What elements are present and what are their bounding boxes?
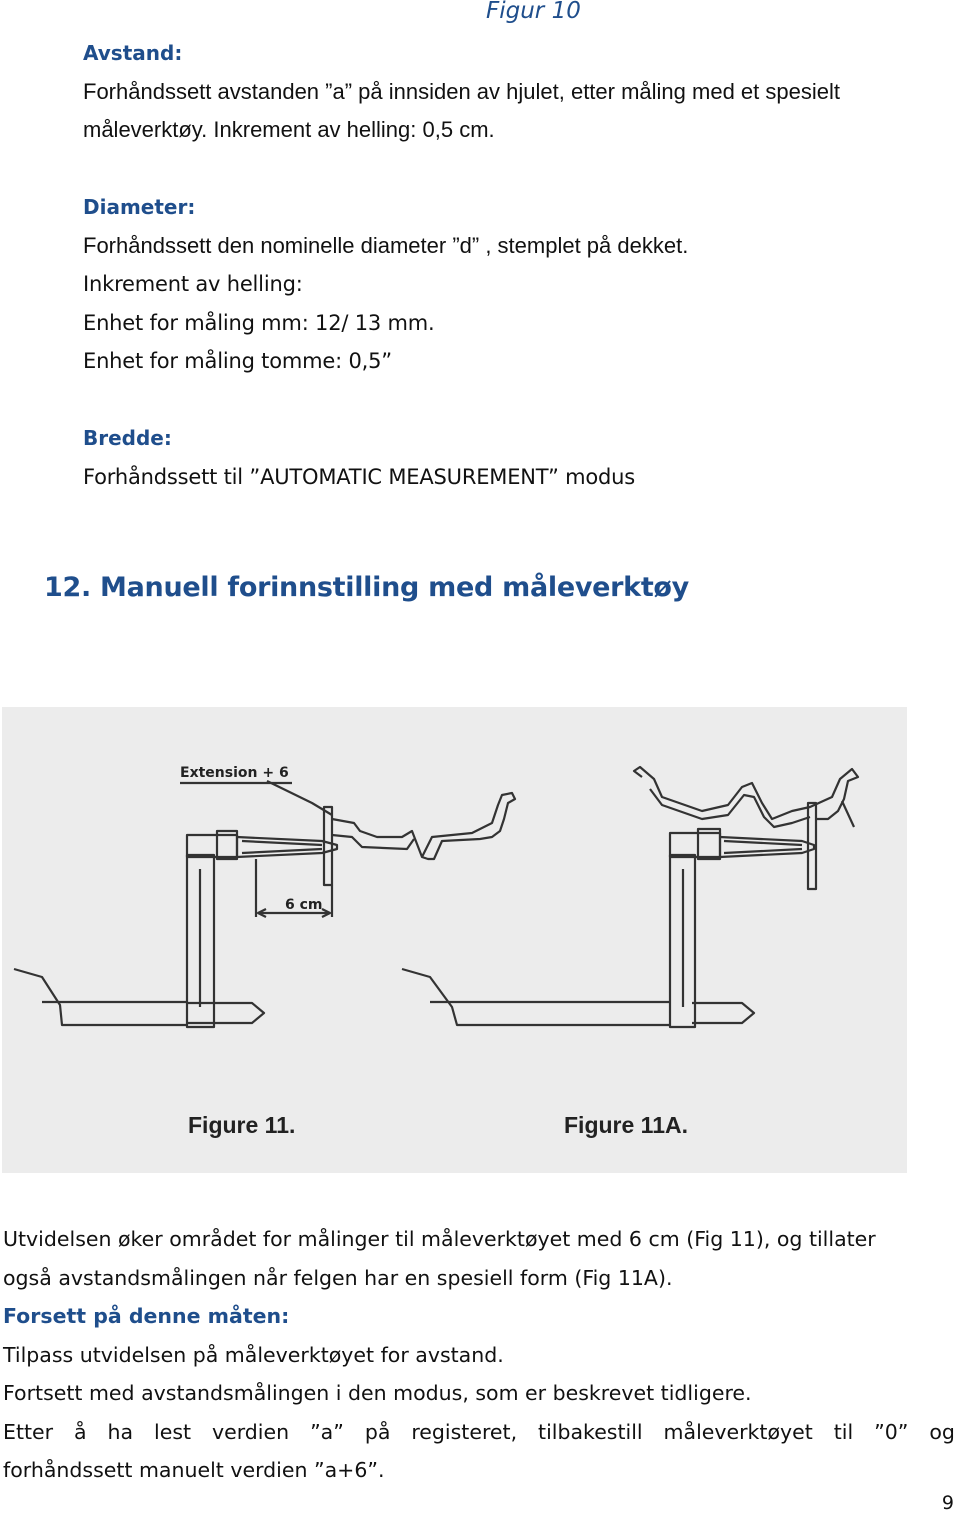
body-line-1-text: Utvidelsen øker området for målinger til måleverktøyet med 6 cm (Fig 11), og tillater xyxy=(3,1227,876,1251)
page-number: 9 xyxy=(941,1492,954,1514)
procedure-heading: Forsett på denne måten: xyxy=(3,1304,290,1328)
fig11-base-left xyxy=(14,969,187,1025)
procedure-word: registeret, xyxy=(411,1419,518,1444)
procedure-word: tilbakestill xyxy=(538,1419,643,1444)
diameter-line-1: Forhåndssett den nominelle diameter ”d” , stemplet på dekket. xyxy=(83,232,689,258)
body-line-1 xyxy=(3,1220,955,1259)
procedure-line-4: forhåndssett manuelt verdien ”a+6”. xyxy=(3,1458,385,1482)
extension-label: Extension + 6 xyxy=(180,765,289,781)
procedure-word: måleverktøyet xyxy=(663,1419,813,1444)
body-text xyxy=(3,1220,955,1490)
width-section xyxy=(83,419,635,496)
distance-label: 6 cm xyxy=(285,897,323,913)
distance-line-2: måleverktøy. Inkrement av helling: 0,5 cm. xyxy=(83,117,495,143)
procedure-word: ”a” xyxy=(310,1419,344,1444)
distance-line-1: Forhåndssett avstanden ”a” på innsiden av hjulet, etter måling med et spesielt xyxy=(83,78,840,104)
procedure-word: Etter xyxy=(3,1419,54,1444)
procedure-word: ha xyxy=(107,1419,134,1444)
fig11a-arm-tip xyxy=(692,1003,754,1023)
procedure-word: til xyxy=(833,1419,854,1444)
figure-drawing xyxy=(2,707,907,1173)
procedure-word: lest xyxy=(154,1419,192,1444)
width-line: Forhåndssett til ”AUTOMATIC MEASUREMENT” modus xyxy=(83,464,635,489)
diameter-line-4: Enhet for måling tomme: 0,5” xyxy=(83,349,392,374)
diameter-line-3: Enhet for måling mm: 12/ 13 mm. xyxy=(83,310,435,335)
section-title: 12. Manuell forinnstilling med måleverktøy xyxy=(44,572,689,603)
figure-11a-label: Figure 11A. xyxy=(564,1112,688,1138)
distance-heading: Avstand: xyxy=(83,41,183,65)
procedure-word: og xyxy=(929,1419,955,1444)
diameter-line-2: Inkrement av helling: xyxy=(83,272,303,297)
fig11a-base-left xyxy=(402,969,670,1025)
body-line-2: også avstandsmålingen når felgen har en spesiell form (Fig 11A). xyxy=(3,1265,673,1290)
procedure-word: på xyxy=(364,1419,391,1444)
width-heading: Bredde: xyxy=(83,426,172,450)
procedure-word: å xyxy=(74,1419,87,1444)
figure-11-diagram xyxy=(2,707,907,1173)
procedure-word: ”0” xyxy=(874,1419,909,1444)
procedure-line-3 xyxy=(3,1413,955,1452)
procedure-line-2: Fortsett med avstandsmålingen i den modus, som er beskrevet tidligere. xyxy=(3,1381,752,1405)
diameter-heading: Diameter: xyxy=(83,195,196,219)
figure-10-caption: Figur 10 xyxy=(486,0,581,24)
procedure-line-1: Tilpass utvidelsen på måleverktøyet for avstand. xyxy=(3,1342,504,1367)
fig11-arm-tip xyxy=(187,1003,264,1023)
figure-11-label: Figure 11. xyxy=(188,1112,296,1138)
procedure-word: verdien xyxy=(211,1419,290,1444)
diameter-section xyxy=(83,188,688,381)
distance-section xyxy=(83,34,840,150)
